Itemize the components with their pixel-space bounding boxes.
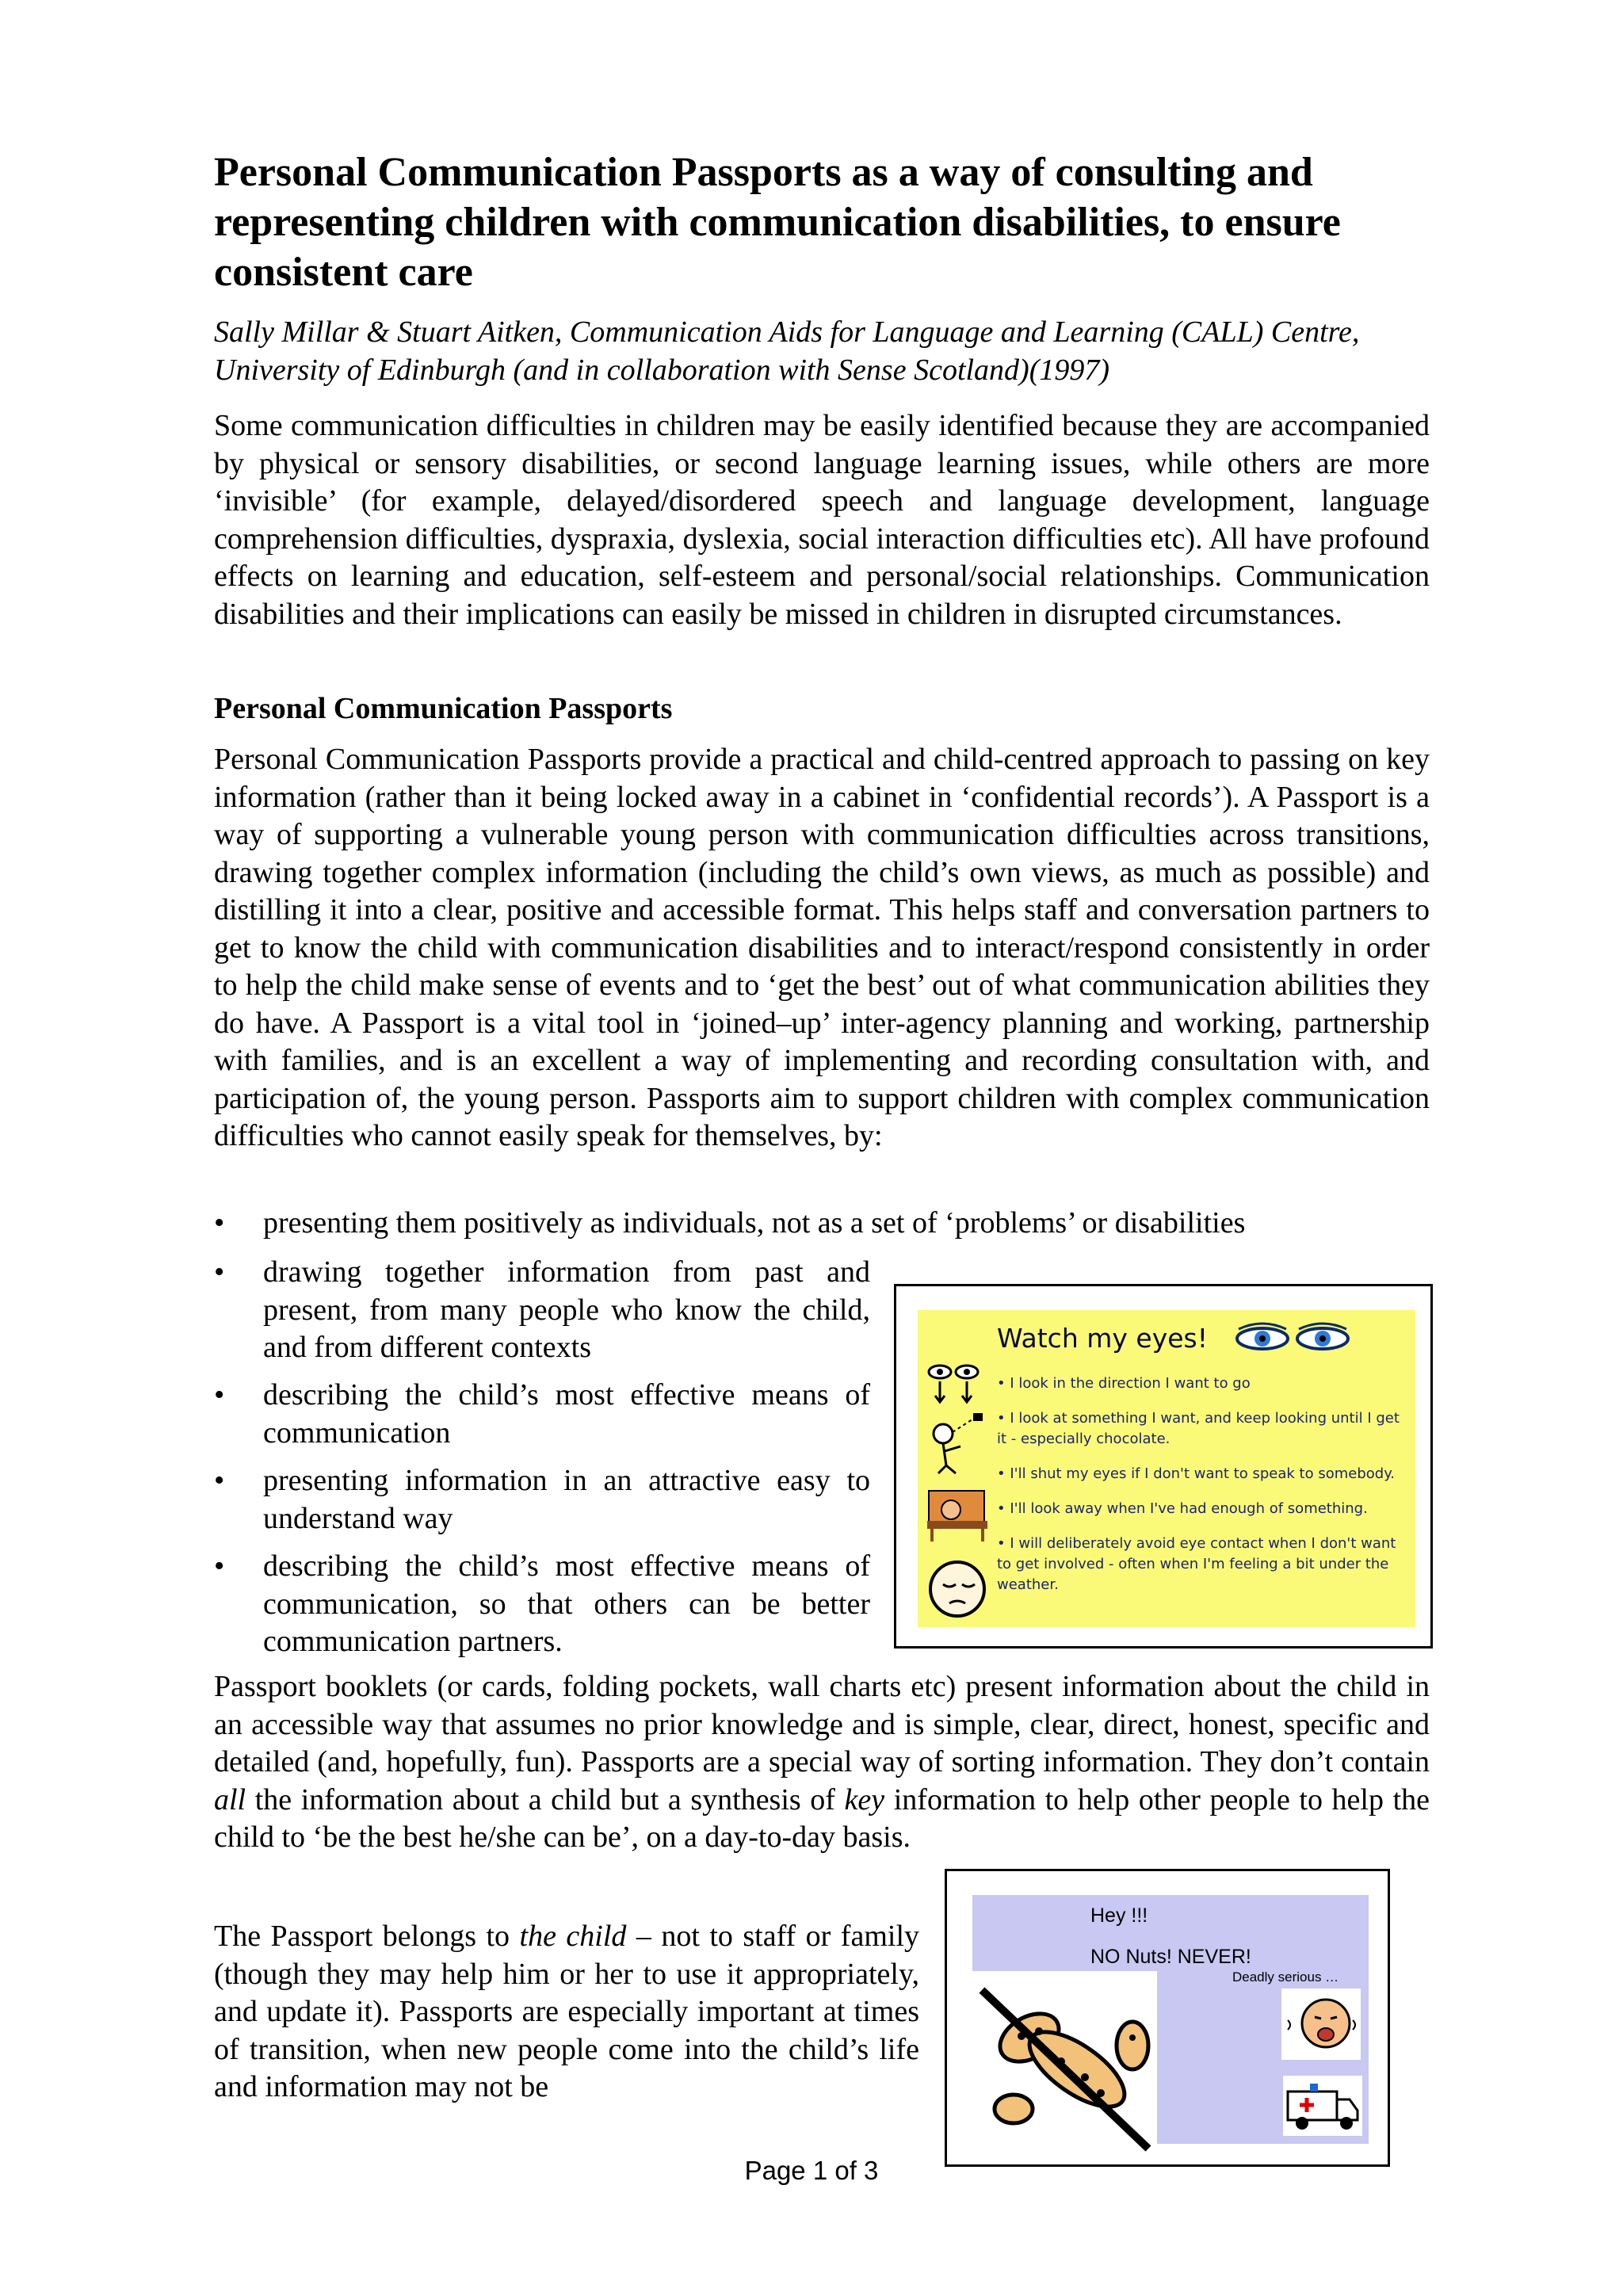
figure-line: • I look at something I want, and keep looking until I get xyxy=(997,1410,1400,1427)
bullet-icon: • xyxy=(214,1549,225,1583)
section-paragraph: Personal Communication Passports provide a practical and child-centred approach to passing on key information (rather than it being locked away in a cabinet in ‘confidential records’). A Passport is a way of supporting a vulnerable young person with communication difficulties across transitions, drawing together complex information (including the child’s own views, as much as possible) and distilling it into a clear, positive and accessible format. This helps staff and conversation partners to get to know the child with communication disabilities and to interact/respond consistently in order to help the child make sense of events and to ‘get the best’ out of what communication abilities they do have. A Passport is a vital tool in ‘joined–up’ inter-agency planning and working, partnership with families, and is an excellent a way of implementing and recording consultation with, and participation of, the young person. Passports aim to support children with complex communication difficulties who cannot easily speak for themselves, by: xyxy=(214,743,1430,1152)
figure-yellow-panel xyxy=(918,1310,1415,1627)
figure-text: NO Nuts! NEVER! xyxy=(1090,1946,1251,1968)
bullet-icon: • xyxy=(214,1464,225,1497)
figure-title: Watch my eyes! xyxy=(997,1323,1208,1354)
look-direction-icon xyxy=(926,1362,989,1407)
person-head-on-desk-icon xyxy=(924,1486,991,1543)
figure-text: Deadly serious … xyxy=(1232,1969,1339,1985)
eyes-icon xyxy=(1231,1321,1358,1356)
crying-baby-icon xyxy=(1281,1988,1361,2060)
person-looking-icon xyxy=(926,1410,989,1477)
bullet-icon: • xyxy=(214,1378,225,1412)
page-title: Personal Communication Passports as a way of consulting and representing children with communication disabilities, to ensure consistent care xyxy=(214,150,1341,295)
figure-line: • I'll shut my eyes if I don't want to speak to somebody. xyxy=(997,1465,1396,1482)
document-page: Personal Communication Passports as a way of consulting and representing children with communication disabilities, to ensure consistent care Sally Millar & Stuart Aitken, Communication Aids for Language and Learning (CALL) Centre, University of Edinburgh (and in collaboration with Sense Scotland)(1997) Some communication difficulties in children may be easily identified because they are accompanied by physical or sensory disabilities, or second language learning issues, while others are more ‘invisible’ (for example, delayed/disordered speech and language development, language comprehension difficulties, dyspraxia, dyslexia, social interaction difficulties etc). All have profound effects on learning and education, self-esteem and personal/social relationships. Communication disabilities and their implications can easily be missed in children in disrupted circumstances. Personal Communication Passports Personal Communication Passports provide a practical and child-centred approach to passing on key information (rather than it being locked away in a cabinet in ‘confidential records’). A Passport is a way of supporting a vulnerable young person with communication difficulties across transitions, drawing together complex information (including the child’s own views, as much as possible) and distilling it into a clear, positive and accessible format. This helps staff and conversation partners to get to know the child with communication disabilities and to interact/respond consistently in order to help the child make sense of events and to ‘get the best’ out of what communication abilities they do have. A Passport is a vital tool in ‘joined–up’ inter-agency planning and working, partnership with families, and is an excellent a way of implementing and recording consultation with, and participation of, the young person. Passports aim to support children with complex communication difficulties who cannot easily speak for themselves, by: • presenting them positively as individuals, not as a set of ‘problems’ or disabilities • drawing together information from past and present, from many people who know the child, and from different contexts • describing the child’s most effective means of communication • presenting information in an attractive easy to understand way • describing the child’s most effective means of communication, so that others can be better communication partners. Watch my eyes! • I look in the direction I want to go • I look at something I want, and keep looking until I get it - especially chocolate. • I'll shut my eyes if I don't want to speak to somebody. • I'll look away when I've had enough of something. • I will deliberately avoid eye contact when I don't want to get involved - often when I'm feeling a bit under the weather. Passport booklets (or cards, folding pockets, wall charts etc) present information about the child in an accessible way that assumes no prior knowledge and is simple, clear, direct, honest, specific and detailed (and, hopefully, fun). Passports are a special way of sorting information. They don’t contain all the information about a child but a synthesis of key information to help other people to help the child to ‘be the best he/she can be’, on a day-to-day basis. The Passport belongs to the child – not to staff or family (though they may help him or her to use it appropriately, and update it). Passports are especially important at times of transition, when new people come into the child’s life and information may not be Hey !!! NO Nuts! NEVER! Deadly serious … Page 1 of 3 xyxy=(0,0,1623,2296)
no-nuts-figure xyxy=(945,1869,1390,2167)
watch-my-eyes-figure xyxy=(894,1284,1433,1648)
page-footer: Page 1 of 3 xyxy=(744,2156,879,2185)
booklets-paragraph: Passport booklets (or cards, folding pockets, wall charts etc) present information about the child in an accessible way that assumes no prior knowledge and is simple, clear, direct, honest, specific and detailed (and, hopefully, fun). Passports are a special way of sorting information. They don’t contain all the information about a child but a synthesis of key information to help other people to help the child to ‘be the best he/she can be’, on a day-to-day basis. xyxy=(214,1670,1430,1854)
bullet-icon: • xyxy=(214,1206,225,1240)
intro-paragraph: Some communication difficulties in children may be easily identified because they are accompanied by physical or sensory disabilities, or second language learning issues, while others are more ‘invisible’ (for example, delayed/disordered speech and language development, language comprehension difficulties, dyspraxia, dyslexia, social interaction difficulties etc). All have profound effects on learning and education, self-esteem and personal/social relationships. Communication disabilities and their implications can easily be missed in children in disrupted circumstances. xyxy=(214,409,1430,631)
belongs-paragraph: The Passport belongs to the child – not to staff or family (though they may help him or her to use it appropriately, and update it). Passports are especially important at times of transition, when new people come into the child’s life and information may not be xyxy=(214,1920,919,2103)
figure-line: • I look in the direction I want to go xyxy=(997,1375,1251,1392)
figure-line: • I'll look away when I've had enough of something. xyxy=(997,1500,1368,1517)
authors-line: Sally Millar & Stuart Aitken, Communication Aids for Language and Learning (CALL) Centre, University of Edinburgh (and in collaboration with Sense Scotland)(1997) xyxy=(214,315,1360,387)
ambulance-icon xyxy=(1283,2076,1362,2136)
sleepy-face-icon xyxy=(926,1557,989,1621)
figure-line: • I will deliberately avoid eye contact when I don't want xyxy=(997,1535,1396,1552)
figure-line: it - especially chocolate. xyxy=(997,1431,1170,1447)
figure-line: to get involved - often when I'm feeling a bit under the xyxy=(997,1556,1389,1572)
section-heading: Personal Communication Passports xyxy=(214,692,673,725)
figure-text: Hey !!! xyxy=(1090,1904,1148,1927)
crossed-peanuts-icon xyxy=(974,1974,1156,2157)
bullet-icon: • xyxy=(214,1255,225,1289)
figure-line: weather. xyxy=(997,1576,1059,1593)
